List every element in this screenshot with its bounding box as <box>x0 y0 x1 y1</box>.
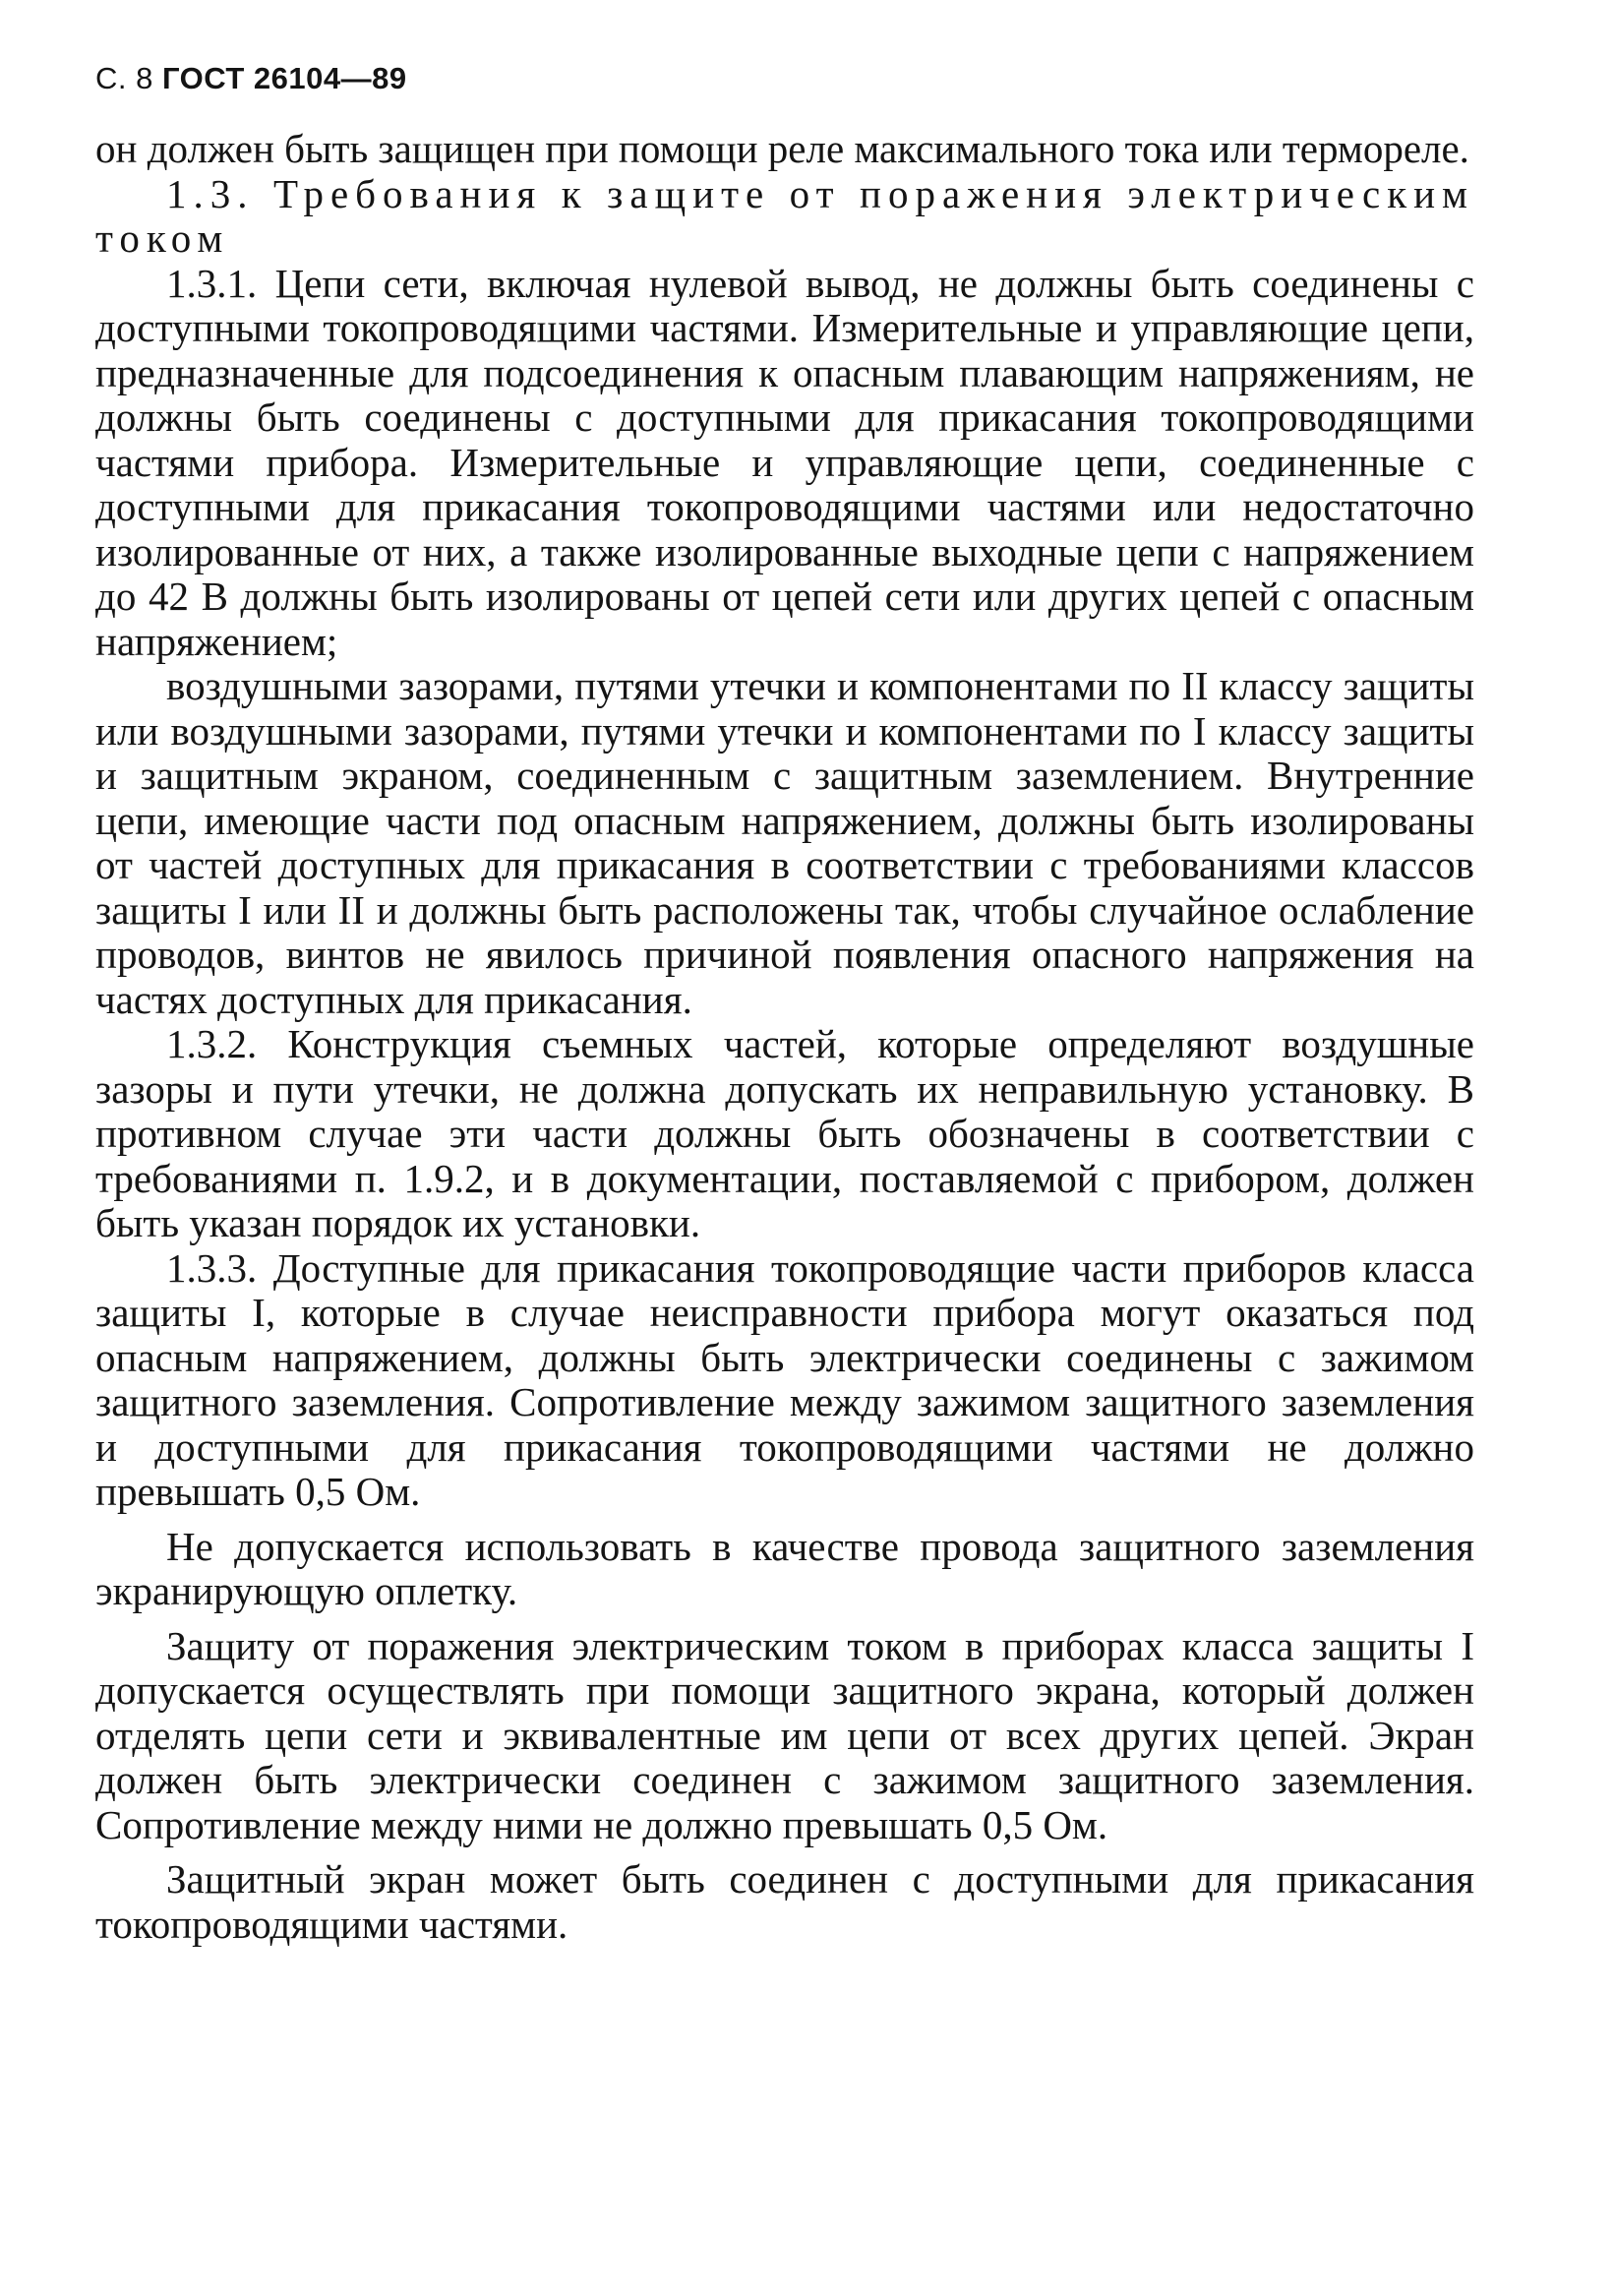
document-page <box>95 59 1474 1947</box>
clause-1-3-1: 1.3.1. Цепи сети, включая нулевой вывод, не должны быть соединены с доступными токопроводящими частями. Измерительные и управляющие цепи, предназначенные для подсоединения к опасным плавающим напряжениям, не должны быть соединены с доступными для прикасания токопроводящими частями прибора. Измерительные и управляющие цепи, соединенные с доступными для прикасания токопроводящими частями или недостаточно изолированные от них, а также изолированные выходные цепи с напряжением до 42 В должны быть изолированы от цепей сети или других цепей с опасным напряжением; <box>95 260 1474 664</box>
paragraph-protective-screen: Защиту от поражения электрическим током в приборах класса защиты I допускается осуществлять при помощи защитного экрана, который должен отделять цепи сети и эквивалентные им цепи от всех других цепей. Экран должен быть электрически соединен с зажимом защитного заземления. Сопротивление между ними не должно превышать 0,5 Ом. <box>95 1622 1474 1847</box>
paragraph-shield-braid: Не допускается использовать в качестве провода защитного заземления экранирующую оплетку. <box>95 1523 1474 1613</box>
clause-1-3-2: 1.3.2. Конструкция съемных частей, которые определяют воздушные зазоры и пути утечки, не должна допускать их неправильную установку. В противном случае эти части должны быть обозначены в соответствии с требованиями п. 1.9.2, и в документации, поставляемой с прибором, должен быть указан порядок их установки. <box>95 1021 1474 1245</box>
clause-1-3-1-continuation: воздушными зазорами, путями утечки и компонентами по II классу защиты или воздушными зазорами, путями утечки и компонентами по I классу защиты и защитным экраном, соединенным с защитным заземлением. Внутренние цепи, имеющие части под опасным напряжением, должны быть изолированы от частей доступных для прикасания в соответствии с требованиями классов защиты I или II и должны быть расположены так, чтобы случайное ослабление проводов, винтов не явилось причиной появления опасного напряжения на частях доступных для прикасания. <box>95 663 1474 1022</box>
clause-1-3-3: 1.3.3. Доступные для прикасания токопроводящие части приборов класса защиты I, которые в случае неисправности прибора могут оказаться под опасным напряжением, должны быть электрически соединены с зажимом защитного заземления. Сопротивление между зажимом защитного заземления и доступными для прикасания токопроводящими частями не должно превышать 0,5 Ом. <box>95 1244 1474 1514</box>
paragraph-screen-connection: Защитный экран может быть соединен с доступными для прикасания токопроводящими частями. <box>95 1856 1474 1947</box>
paragraph-continuation: он должен быть защищен при помощи реле максимального тока или термореле. <box>95 126 1469 171</box>
section-heading-1-3: 1.3. Требования к защите от поражения электрическим током <box>95 170 1474 261</box>
standard-designation: ГОСТ 26104—89 <box>161 61 407 95</box>
page-header <box>95 59 1474 98</box>
page-number: С. 8 <box>95 61 153 95</box>
